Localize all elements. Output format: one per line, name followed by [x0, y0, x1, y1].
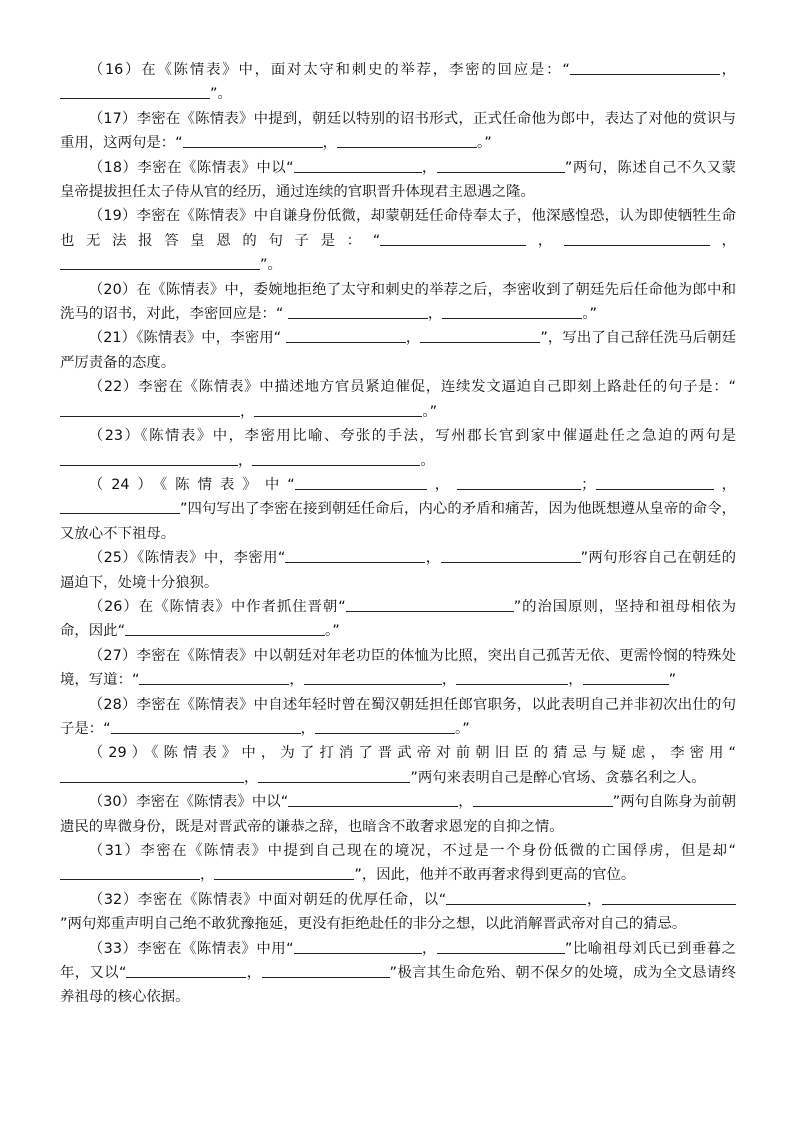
answer-blank[interactable]	[437, 157, 565, 173]
answer-blank[interactable]	[570, 59, 720, 75]
question-text: ”两句自陈身为前朝遗民的卑微身份，既是对晋武帝的谦恭之辞，也暗含不敢奢求恩宠的自抑之情。	[60, 794, 736, 835]
question-text: ，	[709, 232, 736, 249]
question-text: （21）《陈情表》中，李密用“	[88, 330, 286, 347]
answer-blank[interactable]	[315, 718, 455, 734]
answer-blank[interactable]	[60, 254, 260, 270]
answer-blank[interactable]	[126, 962, 246, 978]
answer-blank[interactable]	[294, 938, 422, 954]
question-text: ，	[300, 720, 316, 737]
answer-blank[interactable]	[446, 889, 586, 905]
answer-blank[interactable]	[304, 669, 442, 685]
question-text: （18）李密在《陈情表》中以“	[88, 159, 294, 176]
question-text: 。”	[422, 403, 438, 420]
question-text: （33）李密在《陈情表》中用“	[88, 940, 294, 957]
answer-blank[interactable]	[60, 864, 200, 880]
question-text: ，	[200, 867, 215, 884]
question-text: （29）《陈情表》中，为了打消了晋武帝对前朝旧臣的猜忌与疑虑，李密用“	[88, 745, 736, 762]
question-29	[60, 741, 736, 790]
answer-blank[interactable]	[60, 83, 210, 99]
question-20	[60, 278, 736, 327]
answer-blank[interactable]	[286, 327, 406, 343]
answer-blank[interactable]	[295, 474, 427, 490]
answer-blank[interactable]	[139, 669, 289, 685]
answer-blank[interactable]	[258, 767, 410, 783]
question-text: （22）李密在《陈情表》中描述地方官员紧迫催促，连续发文逼迫自己即刻上路赴任的句子是：“	[88, 379, 736, 396]
question-text: ”两句郑重声明自己绝不敢犹豫拖延，更没有拒绝赴任的非分之想，以此消解晋武帝对自己的猜忌。	[60, 916, 687, 933]
question-32	[60, 888, 736, 937]
question-text: ，	[586, 891, 602, 908]
question-text: ，	[441, 672, 457, 689]
answer-blank[interactable]	[111, 718, 301, 734]
question-text: ，	[425, 550, 441, 567]
question-text: （25）《陈情表》中，李密用“	[88, 550, 286, 567]
question-text: ”两句来表明自己是醉心官场、贪慕名利之人。	[410, 769, 706, 786]
answer-blank[interactable]	[60, 450, 238, 466]
question-text: （26）在《陈情表》中作者抓住晋朝“	[88, 598, 346, 615]
question-text: ，	[246, 965, 262, 982]
question-21	[60, 326, 736, 375]
question-text: （32）李密在《陈情表》中面对朝廷的优厚任命，以“	[88, 891, 447, 908]
question-text: （17）李密在《陈情表》中提到，朝廷以特别的诏书形式，正式任命他为郎中，表达了对他的赏识与重用，这两句是：“	[60, 110, 736, 152]
answer-blank[interactable]	[583, 669, 669, 685]
question-text: 。”	[325, 623, 340, 640]
question-text: ，	[713, 476, 736, 493]
answer-blank[interactable]	[285, 547, 425, 563]
question-text: 。”	[455, 720, 470, 737]
answer-blank[interactable]	[564, 230, 710, 246]
answer-blank[interactable]	[420, 327, 540, 343]
question-text: （20）在《陈情表》中，委婉地拒绝了太守和刺史的举荐之后，李密收到了朝廷先后任命他为郎中和洗马的诏书，对此，李密回应是：“	[60, 281, 736, 323]
question-text: ”四句写出了李密在接到朝廷任命后，内心的矛盾和痛苦，因为他既想遵从皇帝的命令，又放心不下祖母。	[60, 501, 736, 542]
question-23	[60, 424, 736, 473]
answer-blank[interactable]	[60, 498, 180, 514]
answer-blank[interactable]	[346, 596, 514, 612]
answer-blank[interactable]	[60, 767, 244, 783]
question-text: ，	[289, 672, 304, 689]
question-text: （30）李密在《陈情表》中以“	[88, 794, 289, 811]
answer-blank[interactable]	[288, 303, 428, 319]
answer-blank[interactable]	[596, 474, 714, 490]
question-31	[60, 839, 736, 888]
question-text: ，	[244, 769, 259, 786]
question-18	[60, 156, 736, 205]
question-text: ，	[405, 330, 421, 347]
question-text: ，	[238, 452, 253, 469]
question-26	[60, 595, 736, 644]
answer-blank[interactable]	[262, 962, 390, 978]
question-24	[60, 473, 736, 546]
question-text: ，	[421, 159, 437, 176]
question-text: ”极言其生命危殆、朝不保夕的处境，成为全文恳请终养祖母的核心依据。	[60, 965, 736, 1006]
question-25	[60, 546, 736, 595]
answer-blank[interactable]	[473, 791, 613, 807]
answer-blank[interactable]	[457, 474, 581, 490]
question-22	[60, 375, 736, 424]
answer-blank[interactable]	[214, 864, 354, 880]
answer-blank[interactable]	[60, 401, 240, 417]
question-text: ，	[240, 403, 255, 420]
question-text: ，	[568, 672, 583, 689]
answer-blank[interactable]	[337, 132, 477, 148]
question-text: ”的治国原则，坚持和祖母相依为命，因此“	[60, 598, 736, 640]
question-text: ，	[719, 62, 736, 78]
question-text: ”，因此，他并不敢再奢求得到更高的官位。	[354, 867, 636, 884]
question-text: ，	[427, 306, 443, 323]
question-text: 。	[420, 452, 435, 469]
question-text: ”两句，陈述自己不久又蒙皇帝提拔担任太子侍从官的经历，通过连续的官职晋升体现君主恩遇之隆。	[60, 159, 736, 201]
question-text: （27）李密在《陈情表》中以朝廷对年老功臣的体恤为比照，突出自己孤苦无依、更需怜悯的特殊处境，写道：“	[60, 647, 736, 689]
answer-blank[interactable]	[254, 401, 422, 417]
question-text: ，	[526, 232, 564, 249]
question-text: ，	[421, 940, 437, 957]
answer-blank[interactable]	[442, 303, 582, 319]
question-16	[60, 58, 736, 107]
answer-blank[interactable]	[294, 157, 422, 173]
question-text: ；	[581, 476, 596, 493]
question-text: 。”	[582, 306, 597, 323]
answer-blank[interactable]	[288, 791, 458, 807]
answer-blank[interactable]	[125, 620, 325, 636]
question-30	[60, 790, 736, 839]
question-text: ”，写出了自己辞任洗马后朝廷严厉责备的态度。	[60, 330, 736, 371]
question-text: ”。	[260, 257, 282, 274]
question-text: （23）《陈情表》中，李密用比喻、夸张的手法，写州郡长官到家中催逼赴任之急迫的两句是	[88, 428, 736, 445]
question-text: ，	[458, 794, 473, 811]
question-text: ，	[322, 135, 337, 152]
question-text: （16）在《陈情表》中，面对太守和刺史的举荐，李密的回应是：“	[88, 62, 570, 78]
answer-blank[interactable]	[183, 132, 323, 148]
question-text: ”	[668, 672, 677, 689]
question-text: （19）李密在《陈情表》中自谦身份低微，却蒙朝廷任命侍奉太子，他深感惶恐，认为即使牺牲生命也无法报答皇恩的句子是：“	[60, 208, 736, 249]
question-text: （24）《陈情表》中“	[88, 476, 295, 493]
question-text: ，	[426, 476, 458, 493]
answer-blank[interactable]	[456, 669, 568, 685]
question-33	[60, 937, 736, 1010]
answer-blank[interactable]	[380, 230, 526, 246]
question-text: ”。	[210, 86, 232, 103]
question-text: （28）李密在《陈情表》中自述年轻时曾在蜀汉朝廷担任郎官职务，以此表明自己并非初次出仕的句子是：“	[60, 696, 736, 737]
question-text: ”两句形容自己在朝廷的逼迫下，处境十分狼狈。	[60, 550, 736, 591]
question-text: ”比喻祖母刘氏已到垂暮之年，又以“	[60, 940, 736, 982]
answer-blank[interactable]	[441, 547, 581, 563]
question-19	[60, 204, 736, 277]
question-27	[60, 644, 736, 693]
worksheet	[60, 58, 736, 1010]
question-28	[60, 693, 736, 742]
answer-blank[interactable]	[437, 938, 565, 954]
answer-blank[interactable]	[252, 450, 420, 466]
question-text: 。”	[477, 135, 492, 152]
answer-blank[interactable]	[602, 889, 736, 905]
question-17	[60, 107, 736, 156]
question-text: （31）李密在《陈情表》中提到自己现在的境况，不过是一个身份低微的亡国俘虏，但是却“	[88, 843, 736, 859]
